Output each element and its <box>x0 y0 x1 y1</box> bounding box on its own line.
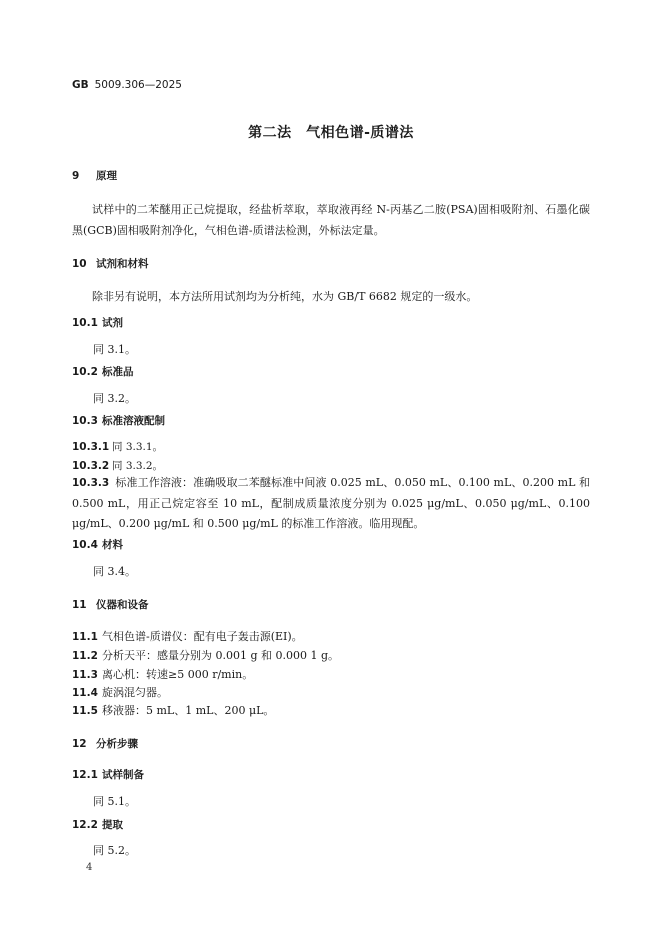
item-number: 11.4 <box>72 687 98 699</box>
item-text: 分析天平：感量分别为 0.001 g 和 0.000 1 g。 <box>102 649 340 662</box>
page-number: 4 <box>86 862 93 873</box>
list-item <box>72 702 274 718</box>
section-number: 10.4 <box>72 539 98 551</box>
section-11-heading <box>72 597 149 612</box>
section-9-paragraph: 试样中的二苯醚用正己烷提取，经盐析萃取，萃取液再经 N-丙基乙二胺(PSA)固相吸附剂、石墨化碳黑(GCB)固相吸附剂净化，气相色谱-质谱法检测，外标法定量。 <box>72 203 590 237</box>
section-title: 试剂和材料 <box>96 258 149 270</box>
section-number: 10.2 <box>72 366 98 378</box>
section-number: 10.3.3 <box>72 477 110 489</box>
section-12-1-heading <box>72 767 144 782</box>
standard-code <box>72 79 182 91</box>
section-10-2-text: 同 3.2。 <box>93 392 136 405</box>
section-title: 标准品 <box>102 366 134 378</box>
item-text: 气相色谱-质谱仪：配有电子轰击源(EI)。 <box>102 630 303 643</box>
section-10-heading <box>72 256 149 271</box>
section-number: 11 <box>72 599 87 611</box>
method-title: 第二法 气相色谱-质谱法 <box>248 125 414 141</box>
section-10-2-heading <box>72 364 134 379</box>
section-12-1-text: 同 5.1。 <box>93 795 136 808</box>
section-number: 10.1 <box>72 317 98 329</box>
list-item <box>72 684 168 700</box>
section-12-heading <box>72 736 138 751</box>
section-number: 12.2 <box>72 819 98 831</box>
item-number: 11.3 <box>72 669 98 681</box>
item-text: 移液器：5 mL、1 mL、200 μL。 <box>102 704 275 717</box>
section-number: 10.3 <box>72 415 98 427</box>
section-number: 10.3.1 <box>72 441 110 453</box>
section-10-3-2 <box>72 458 163 473</box>
section-title: 分析步骤 <box>96 738 138 750</box>
list-item <box>72 666 253 682</box>
section-title: 仪器和设备 <box>96 599 149 611</box>
section-text: 标准工作溶液：准确吸取二苯醚标准中间液 0.025 mL、0.050 mL、0.100 mL、0.200 mL 和 0.500 mL，用正己烷定容至 10 mL，配制成质量浓度分别为 0.025 μg/mL、0.050 μg/mL、0.100 μg/mL、0.200 μg/mL 和 0.500 μg/mL 的标准工作溶液。临用现配。 <box>72 476 590 530</box>
list-item <box>72 628 303 644</box>
section-10-1-heading <box>72 315 123 330</box>
section-10-paragraph: 除非另有说明，本方法所用试剂均为分析纯，水为 GB/T 6682 规定的一级水。 <box>92 290 478 303</box>
item-number: 11.1 <box>72 631 98 643</box>
section-10-3-heading <box>72 413 165 428</box>
section-title: 标准溶液配制 <box>102 415 165 427</box>
standard-prefix: GB <box>72 79 89 91</box>
item-text: 旋涡混匀器。 <box>102 686 168 699</box>
section-number: 10.3.2 <box>72 460 110 472</box>
section-number: 12 <box>72 738 87 750</box>
section-text: 同 3.3.1。 <box>112 441 164 453</box>
section-12-2-heading <box>72 817 123 832</box>
section-9-heading <box>72 168 117 183</box>
section-title: 原理 <box>96 170 117 182</box>
section-number: 10 <box>72 258 87 270</box>
section-title: 试剂 <box>102 317 123 329</box>
item-number: 11.2 <box>72 650 98 662</box>
section-10-3-1 <box>72 439 163 454</box>
section-title: 材料 <box>102 539 123 551</box>
section-10-4-text: 同 3.4。 <box>93 565 136 578</box>
item-text: 离心机：转速≥5 000 r/min。 <box>102 668 254 681</box>
section-title: 提取 <box>102 819 123 831</box>
list-item <box>72 647 339 663</box>
section-text: 同 3.3.2。 <box>112 460 164 472</box>
section-10-1-text: 同 3.1。 <box>93 343 136 356</box>
section-12-2-text: 同 5.2。 <box>93 844 136 857</box>
section-10-3-3 <box>72 473 590 535</box>
section-number: 9 <box>72 170 80 182</box>
section-number: 12.1 <box>72 769 98 781</box>
section-title: 试样制备 <box>102 769 144 781</box>
standard-number: 5009.306—2025 <box>94 79 182 91</box>
item-number: 11.5 <box>72 705 98 717</box>
section-10-4-heading <box>72 537 123 552</box>
